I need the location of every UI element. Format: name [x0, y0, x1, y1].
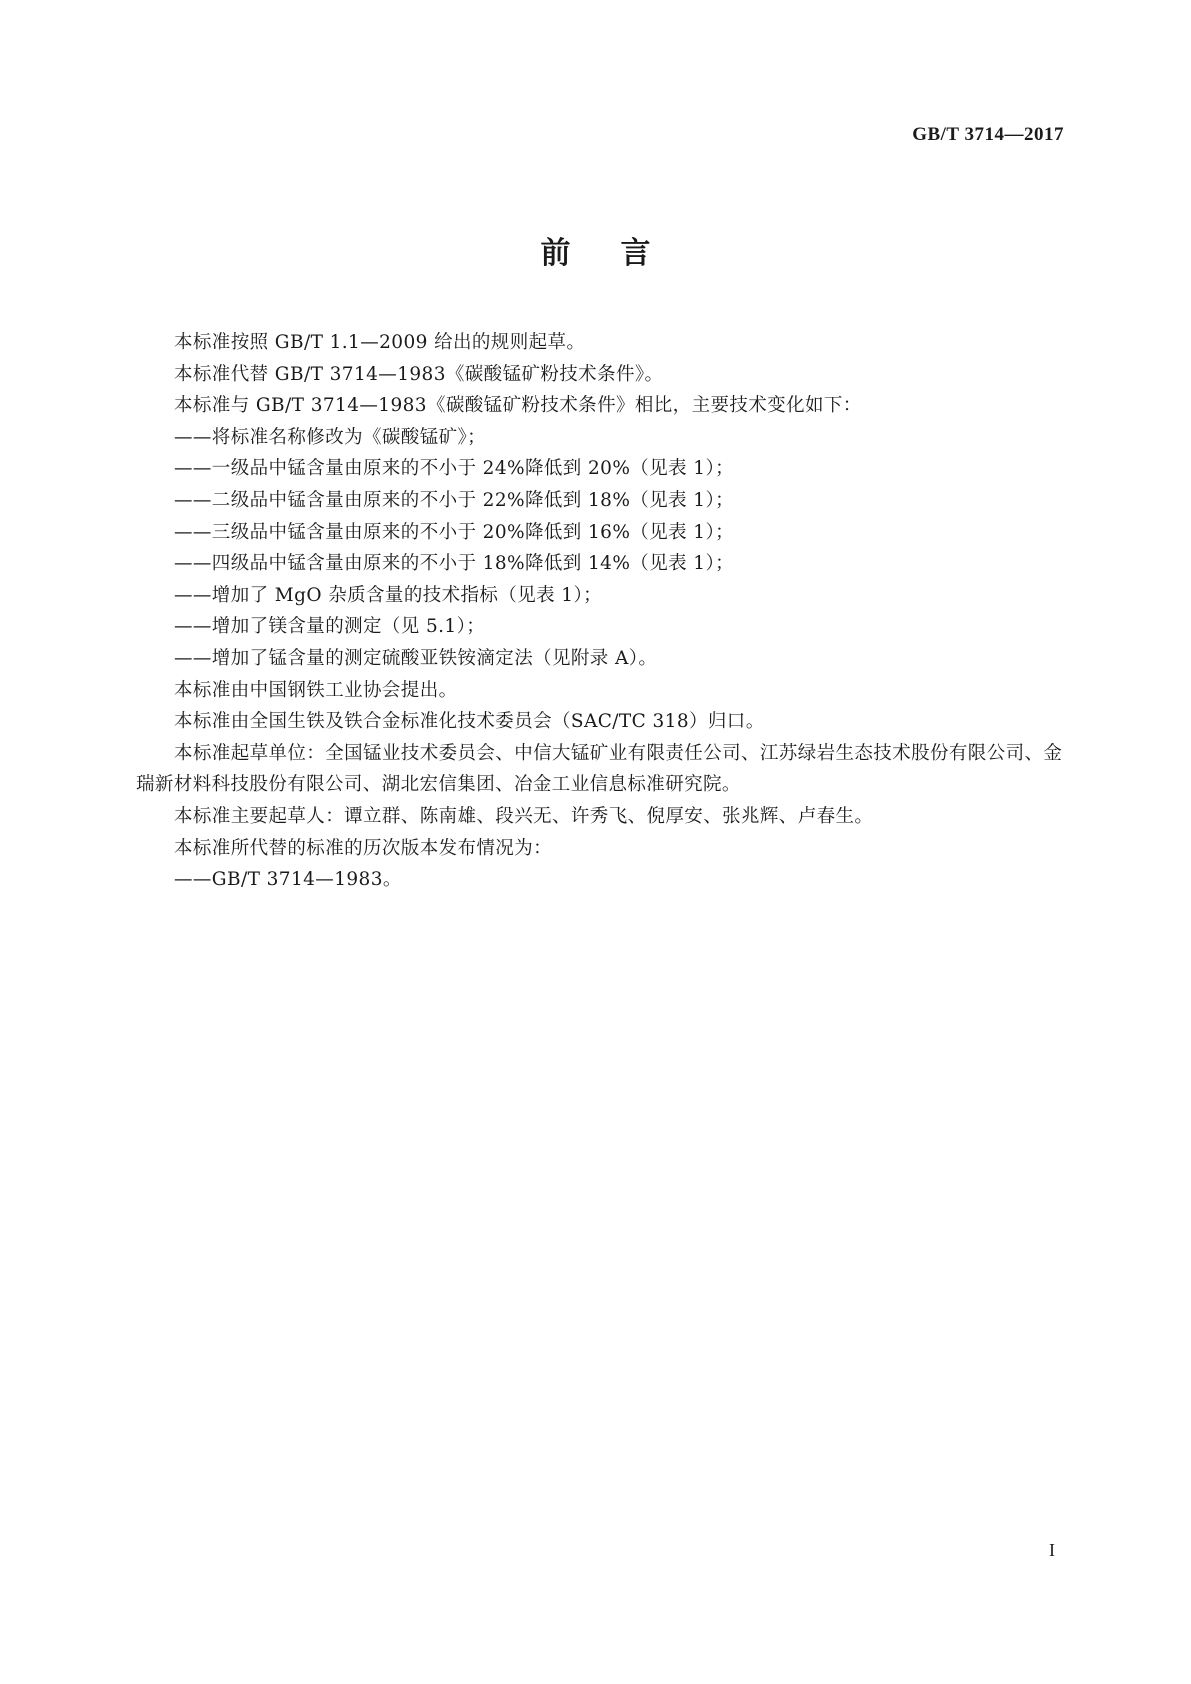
standard-code: GB/T 3714—2017: [912, 124, 1064, 145]
paragraph-history-intro: 本标准所代替的标准的历次版本发布情况为：: [174, 837, 553, 859]
paragraph-replaces: 本标准代替 GB/T 3714—1983《碳酸锰矿粉技术条件》。: [174, 363, 664, 385]
paragraph-drafters: 本标准主要起草人：谭立群、陈南雄、段兴无、许秀飞、倪厚安、张兆辉、卢春生。: [174, 805, 874, 827]
page-number: I: [1049, 1540, 1055, 1560]
change-item-magnesium: ——增加了镁含量的测定（见 5.1）；: [174, 616, 486, 638]
change-item-name: ——将标准名称修改为《碳酸锰矿》；: [174, 426, 487, 448]
paragraph-drafting-rules: 本标准按照 GB/T 1.1—2009 给出的规则起草。: [174, 332, 586, 353]
change-item-grade3: ——三级品中锰含量由原来的不小于 20%降低到 16%（见表 1）；: [174, 521, 735, 543]
page-title: 前言: [540, 236, 701, 271]
change-item-grade2: ——二级品中锰含量由原来的不小于 22%降低到 18%（见表 1）；: [174, 489, 735, 511]
foreword-body: [136, 327, 1070, 896]
change-item-titration: ——增加了锰含量的测定硫酸亚铁铵滴定法（见附录 A）。: [174, 647, 658, 669]
paragraph-changes-intro: 本标准与 GB/T 3714—1983《碳酸锰矿粉技术条件》相比，主要技术变化如下：: [174, 395, 862, 417]
paragraph-administered-by: 本标准由全国生铁及铁合金标准化技术委员会（SAC/TC 318）归口。: [174, 711, 765, 733]
paragraph-proposed-by: 本标准由中国钢铁工业协会提出。: [174, 679, 458, 701]
paragraph-drafting-units: 本标准起草单位：全国锰业技术委员会、中信大锰矿业有限责任公司、江苏绿岩生态技术股份有限公司、金瑞新材料科技股份有限公司、湖北宏信集团、冶金工业信息标准研究院。: [136, 742, 1063, 796]
change-item-mgo: ——增加了 MgO 杂质含量的技术指标（见表 1）；: [174, 584, 603, 606]
change-item-grade4: ——四级品中锰含量由原来的不小于 18%降低到 14%（见表 1）；: [174, 553, 735, 575]
history-item: ——GB/T 3714—1983。: [174, 869, 402, 891]
change-item-grade1: ——一级品中锰含量由原来的不小于 24%降低到 20%（见表 1）；: [174, 458, 735, 480]
